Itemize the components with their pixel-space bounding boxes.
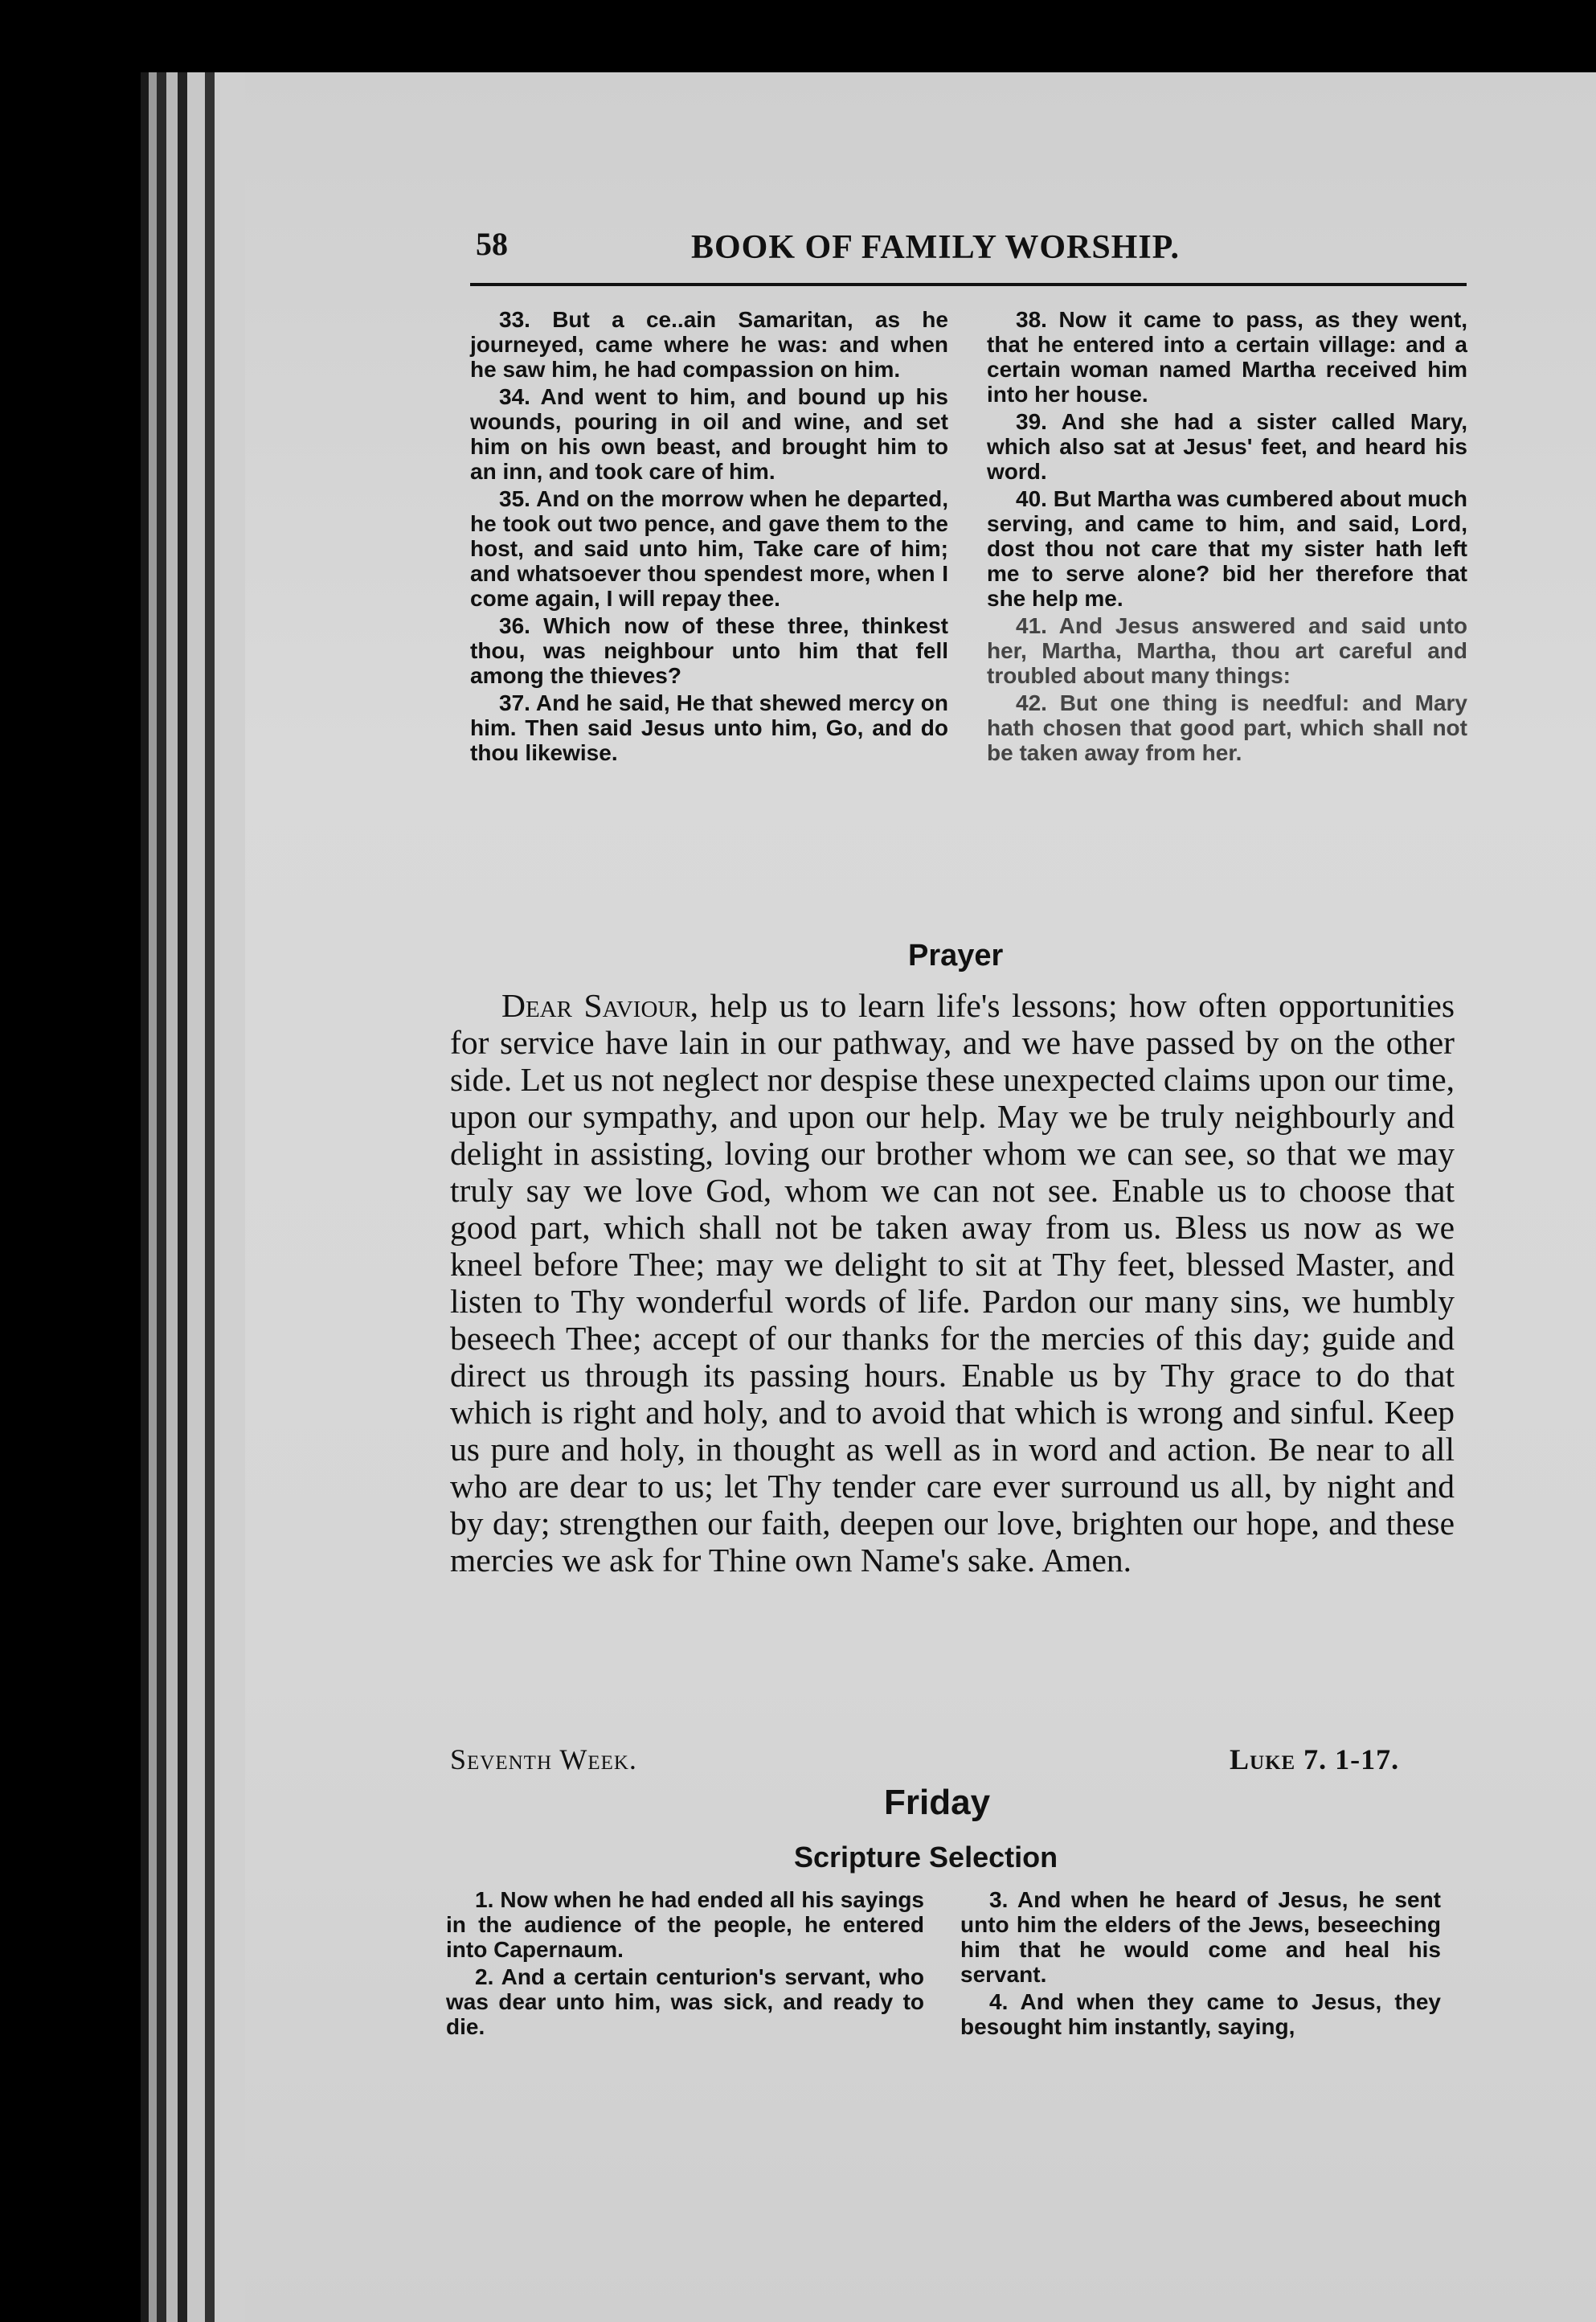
verse-38: 38. Now it came to pass, as they went, that he entered into a certain village: and a certain woman named Martha received him into her house. <box>987 307 1467 407</box>
verse-34: 34. And went to him, and bound up his wounds, pouring in oil and wine, and set him on his own beast, and brought him to an inn, and took care of him. <box>470 384 948 484</box>
verse-36: 36. Which now of these three, thinkest thou, was neighbour unto him that fell among the thieves? <box>470 613 948 688</box>
passage-reference: Luke 7. 1-17. <box>1230 1743 1400 1775</box>
verse-42: 42. But one thing is needful: and Mary hath chosen that good part, which shall not be taken away from her. <box>987 690 1467 765</box>
header-rule <box>470 283 1467 286</box>
verse-35: 35. And on the morrow when he departed, he took out two pence, and gave them to the host, and said unto him, Take care of him; and whatsoever thou spendest more, when I come again, I will repay thee. <box>470 486 948 611</box>
prayer-text <box>450 987 1455 1579</box>
scripture-right-column <box>987 307 1467 768</box>
selection-right-column <box>960 1887 1441 2041</box>
verse-3: 3. And when he heard of Jesus, he sent unto him the elders of the Jews, beseeching him that he would come and heal his servant. <box>960 1887 1441 1987</box>
verse-39: 39. And she had a sister called Mary, which also sat at Jesus' feet, and heard his word. <box>987 409 1467 484</box>
running-head: BOOK OF FAMILY WORSHIP. <box>691 229 1180 266</box>
book-spine-edge <box>141 72 245 2322</box>
week-label: Seventh Week. <box>450 1743 637 1775</box>
selection-left-column <box>446 1887 924 2041</box>
prayer-heading: Prayer <box>908 939 1004 973</box>
verse-37: 37. And he said, He that shewed mercy on him. Then said Jesus unto him, Go, and do thou likewise. <box>470 690 948 765</box>
verse-2: 2. And a certain centurion's servant, who was dear unto him, was sick, and ready to die. <box>446 1964 924 2039</box>
prayer-opening: Dear Saviour, <box>501 987 699 1024</box>
page-number: 58 <box>476 226 508 262</box>
prayer-body: help us to learn life's lessons; how often opportunities for service have lain in our pathway, and we have passed by on the other side. Let us not neglect nor despise these unexpected claims upon our time, upon our sympathy, and upon our help. May we be truly neighbourly and delight in assisting, loving our brother whom we can see, so that we may truly say we love God, whom we can not see. Enable us to choose that good part, which shall not be taken away from us. Bless us now as we kneel before Thee; may we delight to sit at Thy feet, blessed Master, and listen to Thy wonderful words of life. Pardon our many sins, we humbly beseech Thee; accept of our thanks for the mercies of this day; guide and direct us through its passing hours. Enable us by Thy grace to do that which is right and holy, and to avoid that which is wrong and sinful. Keep us pure and holy, in thought as well as in word and action. Be near to all who are dear to us; let Thy tender care ever surround us all, by night and by day; strengthen our faith, deepen our love, brighten our hope, and these mercies we ask for Thine own Name's sake. Amen. <box>450 987 1455 1579</box>
verse-1: 1. Now when he had ended all his sayings in the audience of the people, he entered into Capernaum. <box>446 1887 924 1962</box>
day-heading: Friday <box>884 1783 991 1822</box>
verse-40: 40. But Martha was cumbered about much serving, and came to him, and said, Lord, dost thou not care that my sister hath left me to serve alone? bid her therefore that she help me. <box>987 486 1467 611</box>
verse-41: 41. And Jesus answered and said unto her, Martha, Martha, thou art careful and troubled about many things: <box>987 613 1467 688</box>
verse-33: 33. But a ce..ain Samaritan, as he journeyed, came where he was: and when he saw him, he had compassion on him. <box>470 307 948 382</box>
scripture-left-column <box>470 307 948 768</box>
scripture-selection-heading: Scripture Selection <box>794 1841 1058 1874</box>
verse-4: 4. And when they came to Jesus, they besought him instantly, saying, <box>960 1989 1441 2039</box>
